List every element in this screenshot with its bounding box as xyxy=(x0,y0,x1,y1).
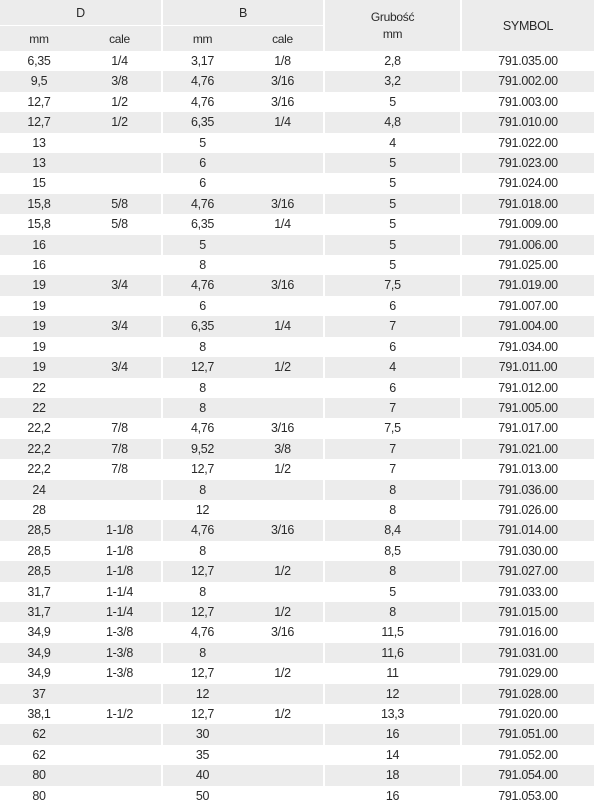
cell-grubosc: 5 xyxy=(324,214,461,234)
cell-b-mm: 5 xyxy=(162,235,242,255)
cell-d-cale xyxy=(78,398,162,418)
cell-b-mm: 12,7 xyxy=(162,459,242,479)
table-row xyxy=(0,500,594,520)
cell-d-mm: 6,35 xyxy=(0,51,78,71)
table-row xyxy=(0,378,594,398)
header-b-mm: mm xyxy=(162,26,242,52)
cell-symbol: 791.036.00 xyxy=(461,480,594,500)
header-symbol: SYMBOL xyxy=(461,0,594,51)
cell-b-mm: 12,7 xyxy=(162,561,242,581)
cell-b-cale: 1/2 xyxy=(242,602,324,622)
cell-d-mm: 80 xyxy=(0,786,78,806)
cell-b-mm: 5 xyxy=(162,133,242,153)
cell-b-mm: 8 xyxy=(162,255,242,275)
cell-grubosc: 7 xyxy=(324,398,461,418)
cell-grubosc: 13,3 xyxy=(324,704,461,724)
cell-d-cale xyxy=(78,480,162,500)
cell-d-mm: 80 xyxy=(0,765,78,785)
cell-symbol: 791.016.00 xyxy=(461,622,594,642)
cell-symbol: 791.029.00 xyxy=(461,663,594,683)
cell-symbol: 791.022.00 xyxy=(461,133,594,153)
cell-symbol: 791.005.00 xyxy=(461,398,594,418)
cell-grubosc: 2,8 xyxy=(324,51,461,71)
cell-b-cale: 1/8 xyxy=(242,51,324,71)
cell-b-mm: 4,76 xyxy=(162,275,242,295)
cell-symbol: 791.018.00 xyxy=(461,194,594,214)
cell-b-mm: 8 xyxy=(162,480,242,500)
table-row xyxy=(0,398,594,418)
cell-symbol: 791.004.00 xyxy=(461,316,594,336)
cell-b-mm: 12 xyxy=(162,684,242,704)
cell-grubosc: 3,2 xyxy=(324,71,461,91)
cell-d-cale xyxy=(78,133,162,153)
cell-symbol: 791.017.00 xyxy=(461,418,594,438)
cell-b-cale xyxy=(242,765,324,785)
cell-grubosc: 8,5 xyxy=(324,541,461,561)
table-row xyxy=(0,357,594,377)
table-row xyxy=(0,724,594,744)
cell-grubosc: 5 xyxy=(324,235,461,255)
table-row xyxy=(0,765,594,785)
cell-d-mm: 37 xyxy=(0,684,78,704)
cell-d-mm: 22,2 xyxy=(0,439,78,459)
cell-grubosc: 7,5 xyxy=(324,418,461,438)
cell-b-mm: 6 xyxy=(162,296,242,316)
cell-grubosc: 5 xyxy=(324,582,461,602)
cell-b-mm: 50 xyxy=(162,786,242,806)
cell-b-cale xyxy=(242,337,324,357)
cell-grubosc: 11,5 xyxy=(324,622,461,642)
cell-d-cale: 1-1/2 xyxy=(78,704,162,724)
cell-b-mm: 4,76 xyxy=(162,622,242,642)
table-row xyxy=(0,418,594,438)
cell-d-cale xyxy=(78,745,162,765)
cell-d-cale xyxy=(78,173,162,193)
cell-b-cale: 1/2 xyxy=(242,357,324,377)
cell-symbol: 791.011.00 xyxy=(461,357,594,377)
table-row xyxy=(0,194,594,214)
cell-grubosc: 7 xyxy=(324,459,461,479)
header-d-mm: mm xyxy=(0,26,78,52)
cell-grubosc: 14 xyxy=(324,745,461,765)
cell-b-mm: 4,76 xyxy=(162,92,242,112)
cell-b-mm: 35 xyxy=(162,745,242,765)
cell-b-cale xyxy=(242,724,324,744)
cell-grubosc: 7 xyxy=(324,316,461,336)
cell-b-mm: 6,35 xyxy=(162,112,242,132)
table-row xyxy=(0,602,594,622)
cell-b-cale xyxy=(242,582,324,602)
cell-d-cale xyxy=(78,235,162,255)
cell-b-cale xyxy=(242,745,324,765)
cell-symbol: 791.026.00 xyxy=(461,500,594,520)
cell-d-cale xyxy=(78,786,162,806)
header-grubosc xyxy=(324,0,461,51)
cell-grubosc: 5 xyxy=(324,173,461,193)
table-row xyxy=(0,255,594,275)
table-row xyxy=(0,582,594,602)
cell-grubosc: 4,8 xyxy=(324,112,461,132)
table-row xyxy=(0,92,594,112)
cell-d-cale: 5/8 xyxy=(78,194,162,214)
table-row xyxy=(0,684,594,704)
cell-grubosc: 8 xyxy=(324,602,461,622)
table-row xyxy=(0,214,594,234)
cell-d-mm: 19 xyxy=(0,316,78,336)
table-row xyxy=(0,296,594,316)
cell-d-mm: 28,5 xyxy=(0,541,78,561)
cell-d-cale: 3/8 xyxy=(78,71,162,91)
table-row xyxy=(0,316,594,336)
cell-symbol: 791.035.00 xyxy=(461,51,594,71)
cell-grubosc: 5 xyxy=(324,92,461,112)
cell-b-cale: 1/2 xyxy=(242,459,324,479)
cell-b-cale: 1/2 xyxy=(242,704,324,724)
table-row xyxy=(0,173,594,193)
header-grubosc-label: Grubość xyxy=(370,9,415,24)
cell-symbol: 791.052.00 xyxy=(461,745,594,765)
cell-d-mm: 19 xyxy=(0,337,78,357)
cell-d-mm: 22,2 xyxy=(0,418,78,438)
cell-d-mm: 13 xyxy=(0,153,78,173)
cell-d-mm: 9,5 xyxy=(0,71,78,91)
cell-d-cale: 1-1/8 xyxy=(78,520,162,540)
cell-grubosc: 5 xyxy=(324,194,461,214)
table-row xyxy=(0,153,594,173)
cell-b-mm: 8 xyxy=(162,378,242,398)
cell-grubosc: 7 xyxy=(324,439,461,459)
cell-d-cale: 7/8 xyxy=(78,418,162,438)
header-b: B xyxy=(162,0,324,26)
cell-b-cale: 1/4 xyxy=(242,214,324,234)
cell-d-mm: 31,7 xyxy=(0,582,78,602)
table-body xyxy=(0,51,594,806)
cell-d-cale: 1/4 xyxy=(78,51,162,71)
cell-d-cale: 3/4 xyxy=(78,357,162,377)
cell-d-cale xyxy=(78,337,162,357)
cell-grubosc: 6 xyxy=(324,378,461,398)
cell-symbol: 791.051.00 xyxy=(461,724,594,744)
table-header xyxy=(0,0,594,51)
cell-grubosc: 18 xyxy=(324,765,461,785)
cell-grubosc: 8 xyxy=(324,480,461,500)
cell-d-mm: 34,9 xyxy=(0,663,78,683)
cell-symbol: 791.054.00 xyxy=(461,765,594,785)
cell-b-mm: 4,76 xyxy=(162,418,242,438)
cell-b-cale: 3/16 xyxy=(242,194,324,214)
cell-b-mm: 4,76 xyxy=(162,194,242,214)
table-row xyxy=(0,643,594,663)
cell-b-mm: 12,7 xyxy=(162,663,242,683)
cell-symbol: 791.006.00 xyxy=(461,235,594,255)
cell-d-mm: 24 xyxy=(0,480,78,500)
cell-d-cale: 5/8 xyxy=(78,214,162,234)
cell-symbol: 791.021.00 xyxy=(461,439,594,459)
table-row xyxy=(0,51,594,71)
cell-d-cale: 1-3/8 xyxy=(78,622,162,642)
cell-grubosc: 8 xyxy=(324,561,461,581)
cell-d-cale xyxy=(78,153,162,173)
table-row xyxy=(0,133,594,153)
table-row xyxy=(0,337,594,357)
cell-d-mm: 12,7 xyxy=(0,92,78,112)
cell-d-mm: 34,9 xyxy=(0,643,78,663)
cell-d-cale xyxy=(78,724,162,744)
cell-grubosc: 16 xyxy=(324,724,461,744)
cell-grubosc: 5 xyxy=(324,153,461,173)
cell-d-mm: 19 xyxy=(0,275,78,295)
cell-b-cale xyxy=(242,255,324,275)
cell-b-cale xyxy=(242,500,324,520)
cell-b-mm: 4,76 xyxy=(162,520,242,540)
cell-grubosc: 6 xyxy=(324,296,461,316)
cell-d-mm: 28 xyxy=(0,500,78,520)
cell-grubosc: 6 xyxy=(324,337,461,357)
cell-symbol: 791.031.00 xyxy=(461,643,594,663)
table-row xyxy=(0,275,594,295)
cell-b-mm: 4,76 xyxy=(162,71,242,91)
table-row xyxy=(0,704,594,724)
cell-b-mm: 9,52 xyxy=(162,439,242,459)
cell-d-cale xyxy=(78,296,162,316)
cell-grubosc: 8 xyxy=(324,500,461,520)
cell-d-mm: 62 xyxy=(0,745,78,765)
cell-d-mm: 16 xyxy=(0,235,78,255)
table-row xyxy=(0,459,594,479)
cell-b-cale xyxy=(242,235,324,255)
cell-d-mm: 19 xyxy=(0,296,78,316)
header-grubosc-unit: mm xyxy=(382,26,403,41)
cell-d-cale: 1-1/8 xyxy=(78,541,162,561)
cell-b-cale: 1/2 xyxy=(242,561,324,581)
cell-b-mm: 8 xyxy=(162,541,242,561)
cell-symbol: 791.007.00 xyxy=(461,296,594,316)
cell-symbol: 791.033.00 xyxy=(461,582,594,602)
cell-symbol: 791.023.00 xyxy=(461,153,594,173)
table-row xyxy=(0,480,594,500)
cell-d-cale: 3/4 xyxy=(78,316,162,336)
header-row-groups xyxy=(0,0,594,26)
table-row xyxy=(0,112,594,132)
cell-d-mm: 28,5 xyxy=(0,520,78,540)
cell-grubosc: 5 xyxy=(324,255,461,275)
cell-d-cale: 1-1/4 xyxy=(78,582,162,602)
cell-grubosc: 4 xyxy=(324,357,461,377)
cell-grubosc: 11 xyxy=(324,663,461,683)
cell-b-mm: 8 xyxy=(162,643,242,663)
table-row xyxy=(0,235,594,255)
cell-symbol: 791.002.00 xyxy=(461,71,594,91)
cell-symbol: 791.012.00 xyxy=(461,378,594,398)
cell-d-mm: 22,2 xyxy=(0,459,78,479)
cell-grubosc: 11,6 xyxy=(324,643,461,663)
cell-d-cale xyxy=(78,684,162,704)
cell-symbol: 791.030.00 xyxy=(461,541,594,561)
cell-b-mm: 8 xyxy=(162,582,242,602)
cell-b-mm: 6,35 xyxy=(162,316,242,336)
table-row xyxy=(0,622,594,642)
cell-d-cale: 7/8 xyxy=(78,459,162,479)
cell-d-mm: 12,7 xyxy=(0,112,78,132)
cell-b-mm: 12,7 xyxy=(162,704,242,724)
cell-b-cale xyxy=(242,173,324,193)
table-row xyxy=(0,786,594,806)
cell-b-cale: 3/16 xyxy=(242,622,324,642)
cell-d-mm: 22 xyxy=(0,398,78,418)
cell-grubosc: 8,4 xyxy=(324,520,461,540)
cell-d-cale: 7/8 xyxy=(78,439,162,459)
cell-d-cale xyxy=(78,500,162,520)
cell-d-cale: 1/2 xyxy=(78,92,162,112)
cell-b-mm: 8 xyxy=(162,337,242,357)
cell-b-mm: 40 xyxy=(162,765,242,785)
cell-b-cale: 3/16 xyxy=(242,71,324,91)
cell-b-cale xyxy=(242,541,324,561)
cell-b-mm: 6 xyxy=(162,153,242,173)
cell-d-mm: 15,8 xyxy=(0,194,78,214)
cell-d-cale: 1-3/8 xyxy=(78,643,162,663)
cell-b-cale xyxy=(242,643,324,663)
cell-b-cale: 3/16 xyxy=(242,275,324,295)
table-row xyxy=(0,663,594,683)
cell-symbol: 791.003.00 xyxy=(461,92,594,112)
cell-symbol: 791.009.00 xyxy=(461,214,594,234)
cell-b-cale xyxy=(242,296,324,316)
table-row xyxy=(0,561,594,581)
cell-grubosc: 7,5 xyxy=(324,275,461,295)
cell-symbol: 791.013.00 xyxy=(461,459,594,479)
cell-d-mm: 15,8 xyxy=(0,214,78,234)
cell-b-mm: 12 xyxy=(162,500,242,520)
cell-b-cale: 1/2 xyxy=(242,663,324,683)
cell-symbol: 791.020.00 xyxy=(461,704,594,724)
cell-d-cale xyxy=(78,255,162,275)
cell-symbol: 791.027.00 xyxy=(461,561,594,581)
cell-b-mm: 30 xyxy=(162,724,242,744)
cell-symbol: 791.010.00 xyxy=(461,112,594,132)
cell-d-cale: 1-1/8 xyxy=(78,561,162,581)
cell-b-cale xyxy=(242,786,324,806)
header-d-cale: cale xyxy=(78,26,162,52)
cell-symbol: 791.025.00 xyxy=(461,255,594,275)
cell-d-mm: 13 xyxy=(0,133,78,153)
cell-b-cale xyxy=(242,398,324,418)
cell-symbol: 791.014.00 xyxy=(461,520,594,540)
cell-grubosc: 12 xyxy=(324,684,461,704)
cell-d-cale: 3/4 xyxy=(78,275,162,295)
cell-d-mm: 22 xyxy=(0,378,78,398)
cell-b-cale xyxy=(242,153,324,173)
cell-symbol: 791.015.00 xyxy=(461,602,594,622)
header-d: D xyxy=(0,0,162,26)
cell-symbol: 791.053.00 xyxy=(461,786,594,806)
cell-d-mm: 16 xyxy=(0,255,78,275)
cell-d-mm: 34,9 xyxy=(0,622,78,642)
cell-d-mm: 31,7 xyxy=(0,602,78,622)
cell-d-mm: 62 xyxy=(0,724,78,744)
table-row xyxy=(0,520,594,540)
cell-b-mm: 12,7 xyxy=(162,602,242,622)
cell-d-cale: 1-3/8 xyxy=(78,663,162,683)
cell-grubosc: 4 xyxy=(324,133,461,153)
cell-symbol: 791.019.00 xyxy=(461,275,594,295)
cell-b-cale: 3/16 xyxy=(242,520,324,540)
header-b-cale: cale xyxy=(242,26,324,52)
cell-d-mm: 38,1 xyxy=(0,704,78,724)
cell-symbol: 791.034.00 xyxy=(461,337,594,357)
cell-d-cale: 1-1/4 xyxy=(78,602,162,622)
cell-d-mm: 28,5 xyxy=(0,561,78,581)
cell-b-cale: 3/8 xyxy=(242,439,324,459)
cell-b-cale xyxy=(242,133,324,153)
cell-symbol: 791.028.00 xyxy=(461,684,594,704)
cell-grubosc: 16 xyxy=(324,786,461,806)
cell-d-mm: 15 xyxy=(0,173,78,193)
cell-symbol: 791.024.00 xyxy=(461,173,594,193)
cell-b-cale: 1/4 xyxy=(242,316,324,336)
cell-b-cale: 3/16 xyxy=(242,92,324,112)
cell-b-mm: 12,7 xyxy=(162,357,242,377)
cell-d-cale xyxy=(78,765,162,785)
cell-b-cale xyxy=(242,378,324,398)
cell-d-cale xyxy=(78,378,162,398)
cell-b-mm: 3,17 xyxy=(162,51,242,71)
cell-d-cale: 1/2 xyxy=(78,112,162,132)
table-row xyxy=(0,541,594,561)
cell-b-cale: 1/4 xyxy=(242,112,324,132)
table-row xyxy=(0,745,594,765)
table-row xyxy=(0,439,594,459)
table-row xyxy=(0,71,594,91)
cell-d-mm: 19 xyxy=(0,357,78,377)
cell-b-cale xyxy=(242,480,324,500)
cell-b-mm: 8 xyxy=(162,398,242,418)
cell-b-mm: 6,35 xyxy=(162,214,242,234)
cell-b-mm: 6 xyxy=(162,173,242,193)
cell-b-cale xyxy=(242,684,324,704)
cell-b-cale: 3/16 xyxy=(242,418,324,438)
